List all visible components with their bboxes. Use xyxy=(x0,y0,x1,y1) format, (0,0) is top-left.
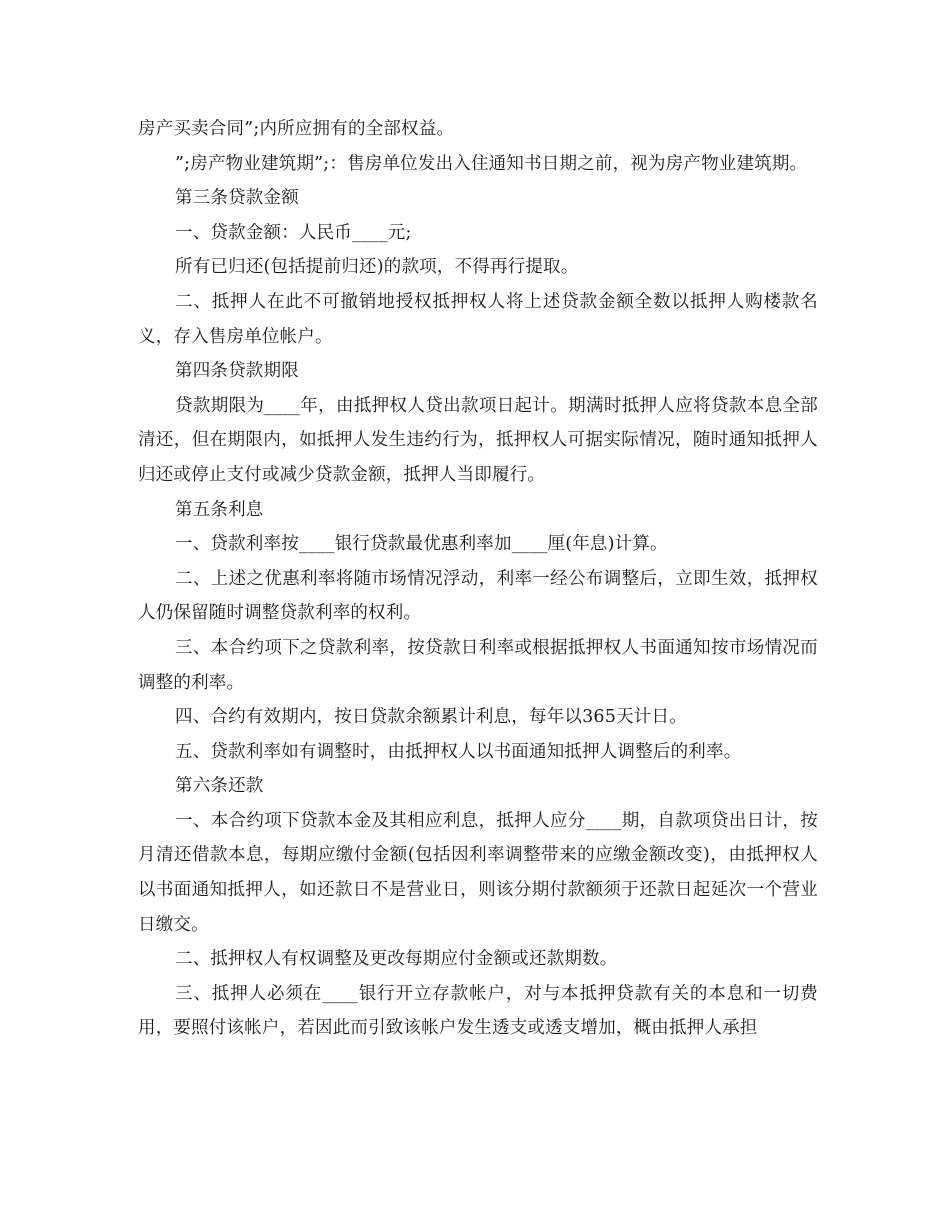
paragraph: 五、贷款利率如有调整时，由抵押权人以书面通知抵押人调整后的利率。 xyxy=(175,741,742,762)
paragraph: 三、抵押人必须在____银行开立存款帐户，对与本抵押贷款有关的本息和一切费用，要照付该帐户，若因此而引致该帐户发生透支或透支增加，概由抵押人承担 xyxy=(138,983,818,1039)
paragraph: 二、抵押人在此不可撤销地授权抵押权人将上述贷款金额全数以抵押人购楼款名义，存入售房单位帐户。 xyxy=(138,291,818,347)
paragraph: 三、本合约项下之贷款利率，按贷款日利率或根据抵押权人书面通知按市场情况而调整的利率。 xyxy=(138,637,818,693)
paragraph: 所有已归还(包括提前归还)的款项，不得再行提取。 xyxy=(175,257,579,278)
paragraph: 二、上述之优惠利率将随市场情况浮动，利率一经公布调整后，立即生效，抵押权人仍保留随时调整贷款利率的权利。 xyxy=(138,568,818,624)
document-body xyxy=(138,112,818,1046)
section-heading: 第六条还款 xyxy=(175,776,264,797)
paragraph: 贷款期限为____年，由抵押权人贷出款项日起计。期满时抵押人应将贷款本息全部清还，但在期限内，如抵押人发生违约行为，抵押权人可据实际情况，随时通知抵押人归还或停止支付或减少贷款金额，抵押人当即履行。 xyxy=(138,395,818,485)
section-heading: 第五条利息 xyxy=(175,499,264,520)
paragraph: 二、抵押权人有权调整及更改每期应付金额或还款期数。 xyxy=(175,949,618,970)
paragraph: 四、合约有效期内，按日贷款余额累计利息，每年以365天计日。 xyxy=(175,707,687,728)
paragraph: ”;房产物业建筑期”;：售房单位发出入住通知书日期之前，视为房产物业建筑期。 xyxy=(175,153,808,174)
paragraph: 一、贷款金额：人民币____元; xyxy=(175,222,412,243)
paragraph: 一、本合约项下贷款本金及其相应利息，抵押人应分____期，自款项贷出日计，按月清还借款本息，每期应缴付金额(包括因利率调整带来的应缴金额改变)，由抵押权人以书面通知抵押人，如还款日不是营业日，则该分期付款额须于还款日起延次一个营业日缴交。 xyxy=(138,810,818,935)
section-heading: 第四条贷款期限 xyxy=(175,361,299,382)
section-heading: 第三条贷款金额 xyxy=(175,188,299,209)
paragraph: 一、贷款利率按____银行贷款最优惠利率加____厘(年息)计算。 xyxy=(175,534,668,555)
paragraph: 房产买卖合同”;内所应拥有的全部权益。 xyxy=(138,119,455,139)
